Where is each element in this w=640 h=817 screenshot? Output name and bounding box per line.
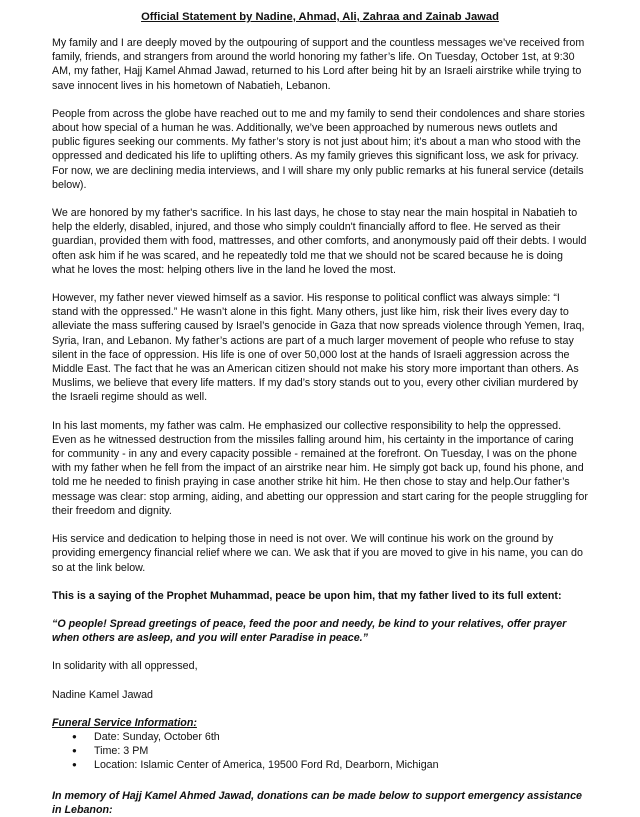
funeral-details-list <box>52 730 588 773</box>
closing-line: In solidarity with all oppressed, <box>52 660 198 673</box>
paragraph-condolences: People from across the globe have reached out to me and my family to send their condolences and share stories about how special of a human he was. Additionally, we’ve been approached by numerous news outlets and public figures seeking our comments. My father’s story is not just about him; it’s about a man who stood with the oppressed and dedicated his life to uplifting others. As my family grieves this significant loss, we ask for privacy. For now, we are declining media interviews, and I will share my only public remarks at his funeral service (details below). <box>52 107 585 191</box>
document-title: Official Statement by Nadine, Ahmad, Ali, Zahraa and Zainab Jawad <box>141 11 499 23</box>
paragraph-sacrifice: We are honored by my father's sacrifice. In his last days, he chose to stay near the main hospital in Nabatieh to help the elderly, disabled, injured, and those who simply couldn't financially afford to flee. He served as their guardian, provided them with food, mattresses, and other comforts, and anonymously paid off their debts. I would often ask him if he was scared, and he repeatedly told me that we should not be scared because he is doing what he loves the most: helping others live in the land he loved the most. <box>52 207 587 276</box>
donation-note: In memory of Hajj Kamel Ahmed Jawad, donations can be made below to support emergency assistance in Lebanon: <box>52 789 582 816</box>
paragraph-last-moments: In his last moments, my father was calm. He emphasized our collective responsibility to help the oppressed. Even as he witnessed destruction from the missiles falling around him, his certainty in the importance of caring for community - in any and every capacity possible - remained at the forefront. On Tuesday, I was on the phone with my father when he fell from the impact of an airstrike near him. He simply got back up, found his phone, and told me he needed to finish praying in case another strike hit him. He then chose to stay and help.Our father’s message was clear: stop arming, aiding, and abetting our oppression and start caring for the people struggling for their freedom and dignity. <box>52 419 588 517</box>
signature: Nadine Kamel Jawad <box>52 688 153 701</box>
funeral-heading: Funeral Service Information: <box>52 716 197 729</box>
paragraph-intro: My family and I are deeply moved by the outpouring of support and the countless messages we’ve received from family, friends, and strangers from around the world honoring my father’s life. On Tuesday, October 1st, at 9:30 AM, my father, Hajj Kamel Ahmad Jawad, returned to his Lord after being hit by an Israeli airstrike while trying to save innocent lives in his hometown of Nabatieh, Lebanon. <box>52 37 585 92</box>
funeral-location: ● Location: Islamic Center of America, 19500 Ford Rd, Dearborn, Michigan <box>52 758 588 772</box>
saying-intro: This is a saying of the Prophet Muhammad, peace be upon him, that my father lived to its full extent: <box>52 589 562 602</box>
funeral-time: ● Time: 3 PM <box>52 744 588 758</box>
paragraph-oppressed: However, my father never viewed himself as a savior. His response to political conflict was always simple: “I stand with the oppressed.” He wasn’t alone in this fight. Many others, just like him, risk their lives every day to alleviate the mass suffering caused by Israel’s genocide in Gaza that now spreads violence through Yemen, Iraq, Syria, Iran, and Lebanon. My father’s actions are part of a much larger movement of people who refuse to stay silent in the face of oppression. His life is one of over 50,000 lost at the hands of Israeli aggression across the Middle East. The fact that he was an American citizen should not make his story more important than others. As Muslims, we believe that every life matters. If my dad’s story stands out to you, every other civilian murdered by the Israeli regime should as well. <box>52 292 585 404</box>
prophet-quote: “O people! Spread greetings of peace, feed the poor and needy, be kind to your relatives, offer prayer when others are asleep, and you will enter Paradise in peace.” <box>52 617 567 645</box>
funeral-date: ● Date: Sunday, October 6th <box>52 730 588 744</box>
paragraph-service: His service and dedication to helping those in need is not over. We will continue his work on the ground by providing emergency financial relief where we can. We ask that if you are moved to give in his name, you can do so at the link below. <box>52 533 583 574</box>
